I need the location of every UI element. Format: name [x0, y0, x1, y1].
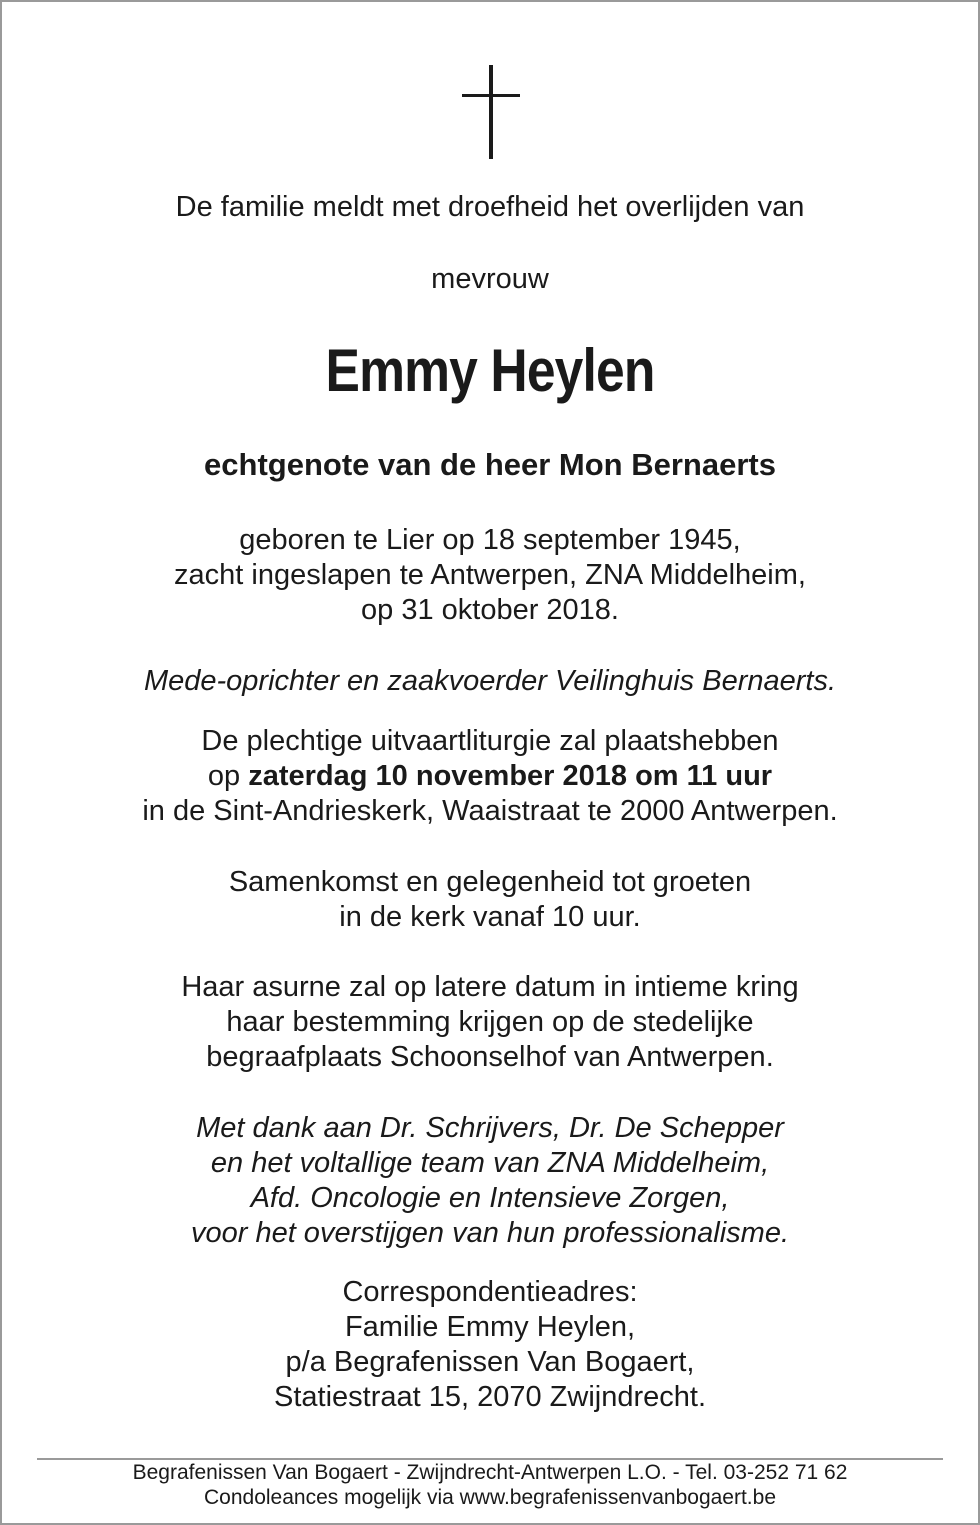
- gathering-line-1: Samenkomst en gelegenheid tot groeten: [228, 866, 752, 898]
- gathering-line-2: in de kerk vanaf 10 uur.: [339, 901, 641, 933]
- liturgy-date: zaterdag 10 november 2018 om 11 uur: [248, 760, 773, 792]
- cross-icon: [462, 65, 520, 159]
- thanks-line-1: Met dank aan Dr. Schrijvers, Dr. De Schepper: [196, 1112, 784, 1144]
- spouse-line: echtgenote van de heer Mon Bernaerts: [204, 447, 776, 482]
- death-date-line: op 31 oktober 2018.: [361, 594, 619, 626]
- correspondence-line-2: p/a Begrafenissen Van Bogaert,: [285, 1346, 695, 1378]
- correspondence-line-1: Familie Emmy Heylen,: [344, 1311, 636, 1343]
- liturgy-line-2: [0, 759, 980, 794]
- urn-line-1: Haar asurne zal op latere datum in intieme kring: [181, 971, 799, 1003]
- honorific: mevrouw: [431, 263, 549, 295]
- footer-line-2: Condoleances mogelijk via www.begrafenissenvanbogaert.be: [203, 1486, 776, 1509]
- footer-line-1: Begrafenissen Van Bogaert - Zwijndrecht-Antwerpen L.O. - Tel. 03-252 71 62: [132, 1461, 848, 1484]
- intro-text: De familie meldt met droefheid het overlijden van: [175, 191, 805, 223]
- liturgy-line-1: De plechtige uitvaartliturgie zal plaatshebben: [201, 725, 779, 757]
- correspondence-line-3: Statiestraat 15, 2070 Zwijndrecht.: [273, 1381, 706, 1413]
- liturgy-line-3: in de Sint-Andrieskerk, Waaistraat te 2000 Antwerpen.: [142, 795, 838, 827]
- role-line: Mede-oprichter en zaakvoerder Veilinghuis Bernaerts.: [143, 665, 837, 697]
- thanks-line-3: Afd. Oncologie en Intensieve Zorgen,: [250, 1182, 730, 1214]
- thanks-line-4: voor het overstijgen van hun professionalisme.: [190, 1217, 790, 1249]
- birth-line: geboren te Lier op 18 september 1945,: [239, 524, 741, 556]
- urn-line-3: begraafplaats Schoonselhof van Antwerpen.: [206, 1041, 774, 1073]
- urn-line-2: haar bestemming krijgen op de stedelijke: [226, 1006, 754, 1038]
- thanks-line-2: en het voltallige team van ZNA Middelheim,: [210, 1147, 770, 1179]
- deceased-name: Emmy Heylen: [325, 337, 655, 404]
- correspondence-heading: Correspondentieadres:: [342, 1276, 638, 1308]
- liturgy-prefix: op: [207, 760, 249, 792]
- death-place-line: zacht ingeslapen te Antwerpen, ZNA Middelheim,: [174, 559, 806, 591]
